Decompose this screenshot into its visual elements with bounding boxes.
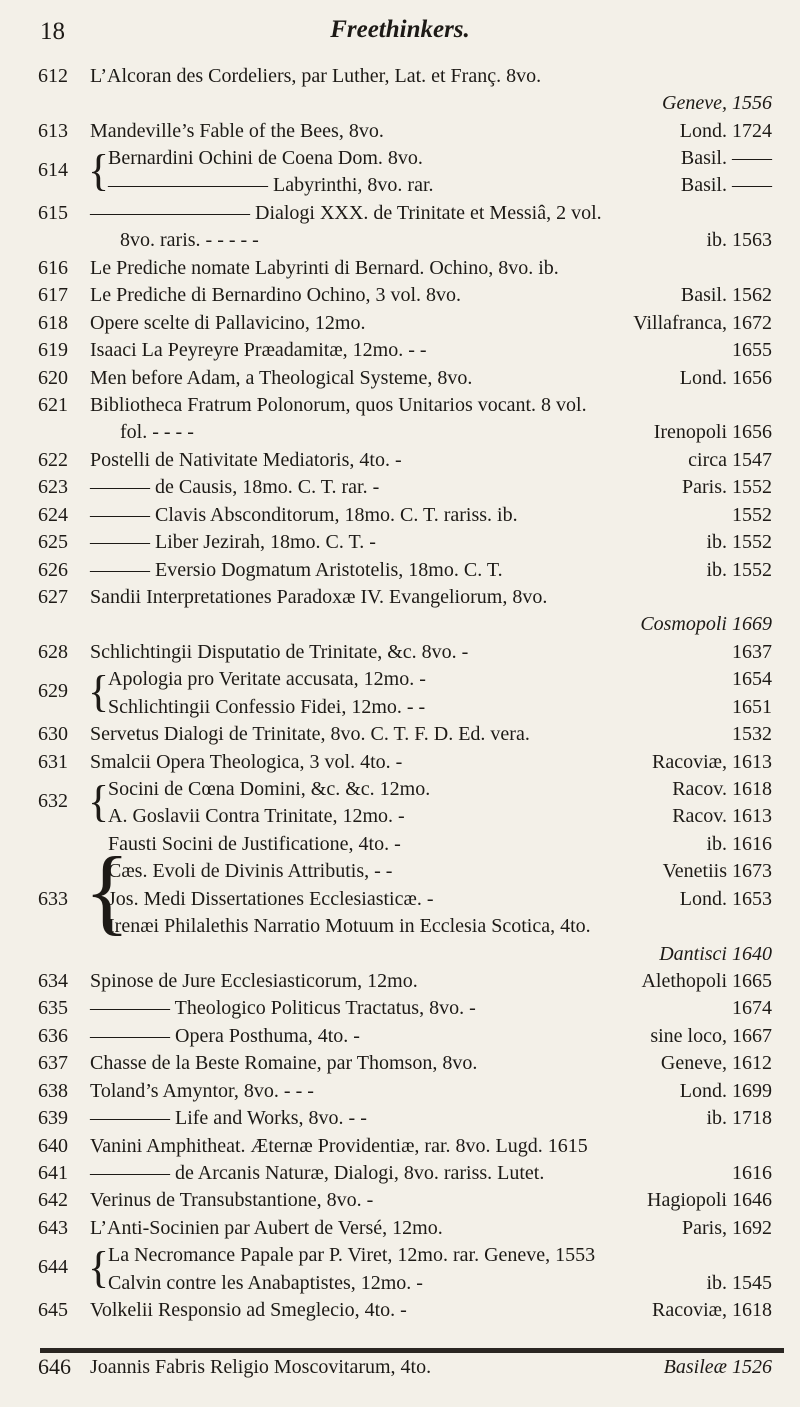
list-item: fol. - - - - Irenopoli 1656 (120, 421, 772, 443)
list-item: 639 ———— Life and Works, 8vo. - - ib. 1718 (38, 1107, 772, 1129)
list-item: 644 La Necromance Papale par P. Viret, 12mo. rar. Geneve, 1553 (38, 1244, 596, 1278)
list-item: 616 Le Prediche nomate Labyrinti di Bernard. Ochino, 8vo. ib. (38, 257, 559, 279)
list-item: 643 L’Anti-Socinien par Aubert de Versé, 12mo. Paris, 1692 (38, 1217, 772, 1239)
brace: { (88, 667, 110, 716)
catchword-line (0, 1352, 800, 1382)
list-item: Irenæi Philalethis Narratio Motuum in Ecclesia Scotica, 4to. (108, 915, 591, 937)
running-head: Freethinkers. (330, 16, 470, 43)
list-item: 634 Spinose de Jure Ecclesiasticorum, 12mo. Alethopoli 1665 (38, 970, 772, 992)
page-header (0, 10, 800, 50)
page-number: 18 (40, 18, 65, 45)
list-item: 613 Mandeville’s Fable of the Bees, 8vo. Lond. 1724 (38, 120, 772, 142)
list-item: ———————— Labyrinthi, 8vo. rar. Basil. —— (108, 174, 772, 196)
list-item: Calvin contre les Anabaptistes, 12mo. - ib. 1545 (108, 1272, 772, 1294)
list-item: Fausti Socini de Justificatione, 4to. - ib. 1616 (108, 833, 772, 855)
list-item: 615 ———————— Dialogi XXX. de Trinitate et Messiâ, 2 vol. (38, 202, 602, 224)
list-item: 617 Le Prediche di Bernardino Ochino, 3 vol. 8vo. Basil. 1562 (38, 284, 772, 306)
footer-entry-imprint: Basileæ 1526 (663, 1356, 772, 1378)
list-item: 627 Sandii Interpretationes Paradoxæ IV. Evangeliorum, 8vo. (38, 586, 548, 608)
list-item: 632 Socini de Cœna Domini, &c. &c. 12mo. Racov. 1618 (38, 778, 772, 812)
list-item: Cosmopoli 1669 (640, 613, 772, 635)
list-item: A. Goslavii Contra Trinitate, 12mo. - Racov. 1613 (108, 805, 772, 827)
list-item: 629 Apologia pro Veritate accusata, 12mo. - 1654 (38, 668, 772, 702)
list-item: 621 Bibliotheca Fratrum Polonorum, quos Unitarios vocant. 8 vol. (38, 394, 587, 416)
list-item: 637 Chasse de la Beste Romaine, par Thomson, 8vo. Geneve, 1612 (38, 1052, 772, 1074)
catalogue-entries (0, 50, 800, 1350)
list-item: 641 ———— de Arcanis Naturæ, Dialogi, 8vo. rariss. Lutet. 1616 (38, 1162, 772, 1184)
list-item: 612 L’Alcoran des Cordeliers, par Luther, Lat. et Franç. 8vo. (38, 65, 542, 87)
brace: { (88, 777, 110, 826)
list-item: 628 Schlichtingii Disputatio de Trinitate, &c. 8vo. - 1637 (38, 641, 772, 663)
list-item: 640 Vanini Amphitheat. Æternæ Providentiæ, rar. 8vo. Lugd. 1615 (38, 1135, 588, 1157)
list-item: 619 Isaaci La Peyreyre Præadamitæ, 12mo. - - 1655 (38, 339, 772, 361)
list-item: 645 Volkelii Responsio ad Smeglecio, 4to. - Racoviæ, 1618 (38, 1299, 772, 1321)
list-item: Geneve, 1556 (662, 92, 772, 114)
list-item: Dantisci 1640 (659, 943, 772, 965)
list-item: Cæs. Evoli de Divinis Attributis, - - Venetiis 1673 (108, 860, 772, 882)
list-item: 614 Bernardini Ochini de Coena Dom. 8vo. Basil. —— (38, 147, 772, 181)
list-item: 620 Men before Adam, a Theological Systeme, 8vo. Lond. 1656 (38, 367, 772, 389)
list-item: 623 ——— de Causis, 18mo. C. T. rar. - Paris. 1552 (38, 476, 772, 498)
list-item: 631 Smalcii Opera Theologica, 3 vol. 4to. - Racoviæ, 1613 (38, 751, 772, 773)
list-item: 630 Servetus Dialogi de Trinitate, 8vo. C. T. F. D. Ed. vera. 1532 (38, 723, 772, 745)
list-item: 624 ——— Clavis Absconditorum, 18mo. C. T. rariss. ib. 1552 (38, 504, 772, 526)
brace: { (84, 837, 131, 944)
list-item: Schlichtingii Confessio Fidei, 12mo. - - 1651 (108, 696, 772, 718)
list-item: 633 Jos. Medi Dissertationes Ecclesiasticæ. - Lond. 1653 (38, 888, 772, 910)
brace: { (88, 146, 110, 195)
list-item: 642 Verinus de Transubstantione, 8vo. - Hagiopoli 1646 (38, 1189, 772, 1211)
brace: { (88, 1243, 110, 1292)
footer-entry-text: Joannis Fabris Religio Moscovitarum, 4to. (90, 1356, 432, 1378)
list-item: 635 ———— Theologico Politicus Tractatus, 8vo. - 1674 (38, 997, 772, 1019)
list-item: 8vo. raris. - - - - - ib. 1563 (120, 229, 772, 251)
list-item: 636 ———— Opera Posthuma, 4to. - sine loco, 1667 (38, 1025, 772, 1047)
list-item: 618 Opere scelte di Pallavicino, 12mo. Villafranca, 1672 (38, 312, 772, 334)
list-item: 622 Postelli de Nativitate Mediatoris, 4to. - circa 1547 (38, 449, 772, 471)
list-item: 638 Toland’s Amyntor, 8vo. - - - Lond. 1699 (38, 1080, 772, 1102)
list-item: 626 ——— Eversio Dogmatum Aristotelis, 18mo. C. T. ib. 1552 (38, 559, 772, 581)
list-item: 625 ——— Liber Jezirah, 18mo. C. T. - ib. 1552 (38, 531, 772, 553)
footer-entry-number: 646 (38, 1354, 71, 1379)
